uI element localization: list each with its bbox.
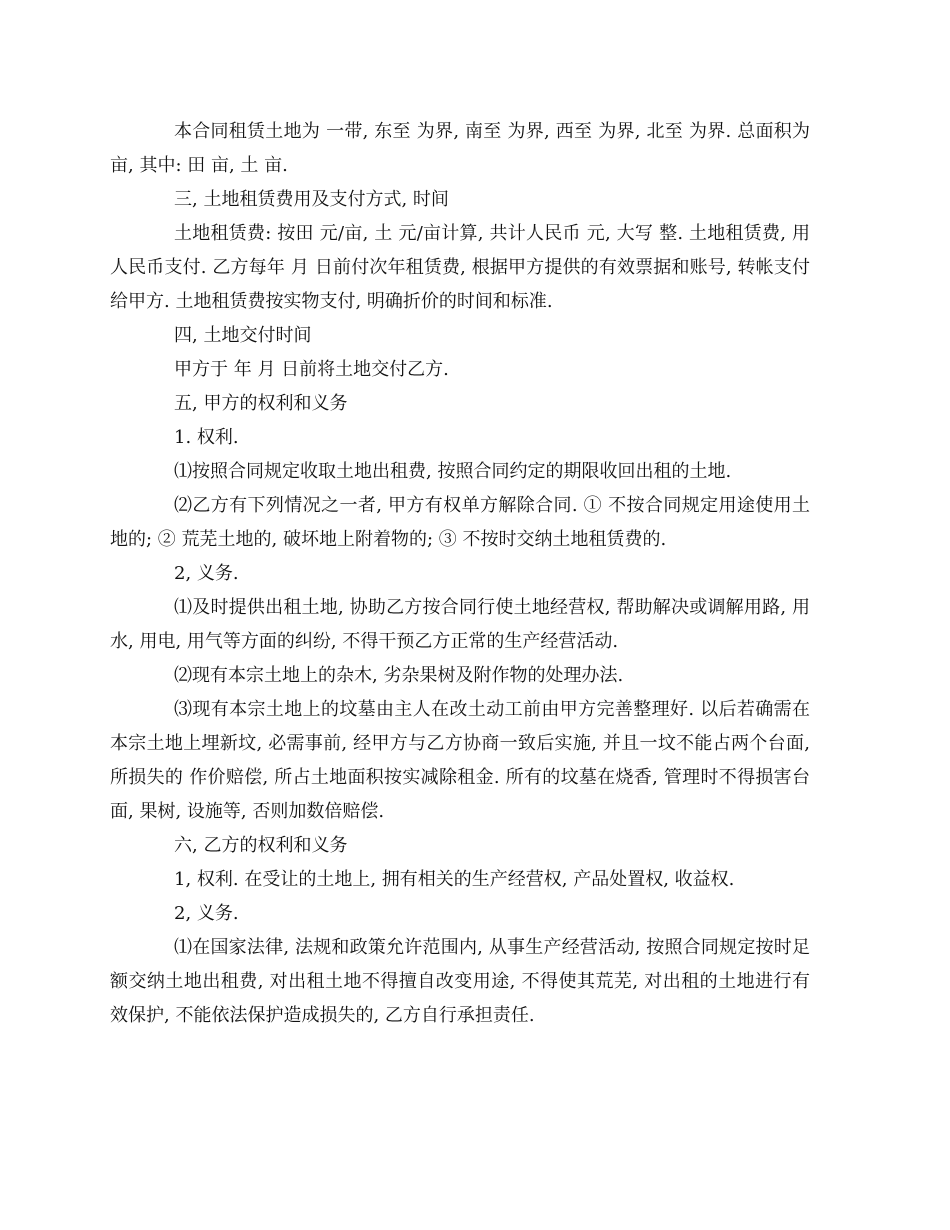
paragraph-delivery-time: 甲方于 年 月 日前将土地交付乙方. xyxy=(174,359,449,380)
section-heading-5: 五, 甲方的权利和义务 xyxy=(174,393,348,414)
subheading-duties-a: 2, 义务. xyxy=(174,563,239,584)
paragraph-a-right-1: ⑴按照合同规定收取土地出租费, 按照合同约定的期限收回出租的土地. xyxy=(174,461,732,482)
paragraph-rent-fee: 土地租赁费: 按田 元/亩, 土 元/亩计算, 共计人民币 元, 大写 整. 土地租赁费, 用人民币支付. 乙方每年 月 日前付次年租赁费, 根据甲方提供的有效票据和账号, 转帐支付给甲方. 土地租赁费按实物支付, 明确折价的时间和标准. xyxy=(110,223,810,312)
section-heading-4: 四, 土地交付时间 xyxy=(174,325,312,346)
paragraph-b-rights: 1, 权利. 在受让的土地上, 拥有相关的生产经营权, 产品处置权, 收益权. xyxy=(174,869,735,890)
paragraph-a-right-2: ⑵乙方有下列情况之一者, 甲方有权单方解除合同. ① 不按合同规定用途使用土地的; ② 荒芜土地的, 破坏地上附着物的; ③ 不按时交纳土地租赁费的. xyxy=(110,495,810,550)
subheading-rights-a: 1. 权利. xyxy=(174,427,239,448)
paragraph-b-duty-1: ⑴在国家法律, 法规和政策允许范围内, 从事生产经营活动, 按照合同规定按时足额交纳土地出租费, 对出租土地不得擅自改变用途, 不得使其荒芜, 对出租的土地进行有效保护, 不能依法保护造成损失的, 乙方自行承担责任. xyxy=(110,937,810,1026)
subheading-duties-b: 2, 义务. xyxy=(174,903,239,924)
paragraph-a-duty-1: ⑴及时提供出租土地, 协助乙方按合同行使土地经营权, 帮助解决或调解用路, 用水, 用电, 用气等方面的纠纷, 不得干预乙方正常的生产经营活动. xyxy=(110,597,810,652)
section-heading-3: 三, 土地租赁费用及支付方式, 时间 xyxy=(174,189,449,210)
paragraph-a-duty-2: ⑵现有本宗土地上的杂木, 劣杂果树及附作物的处理办法. xyxy=(174,665,624,686)
document-body xyxy=(110,115,810,1033)
paragraph-land-boundaries: 本合同租赁土地为 一带, 东至 为界, 南至 为界, 西至 为界, 北至 为界. 总面积为 亩, 其中: 田 亩, 土 亩. xyxy=(110,121,810,176)
section-heading-6: 六, 乙方的权利和义务 xyxy=(174,835,348,856)
paragraph-a-duty-3: ⑶现有本宗土地上的坟墓由主人在改土动工前由甲方完善整理好. 以后若确需在本宗土地上埋新坟, 必需事前, 经甲方与乙方协商一致后实施, 并且一坟不能占两个台面, 所损失的 作价赔偿, 所占土地面积按实减除租金. 所有的坟墓在烧香, 管理时不得损害台面, 果树, 设施等, 否则加数倍赔偿. xyxy=(110,699,810,822)
